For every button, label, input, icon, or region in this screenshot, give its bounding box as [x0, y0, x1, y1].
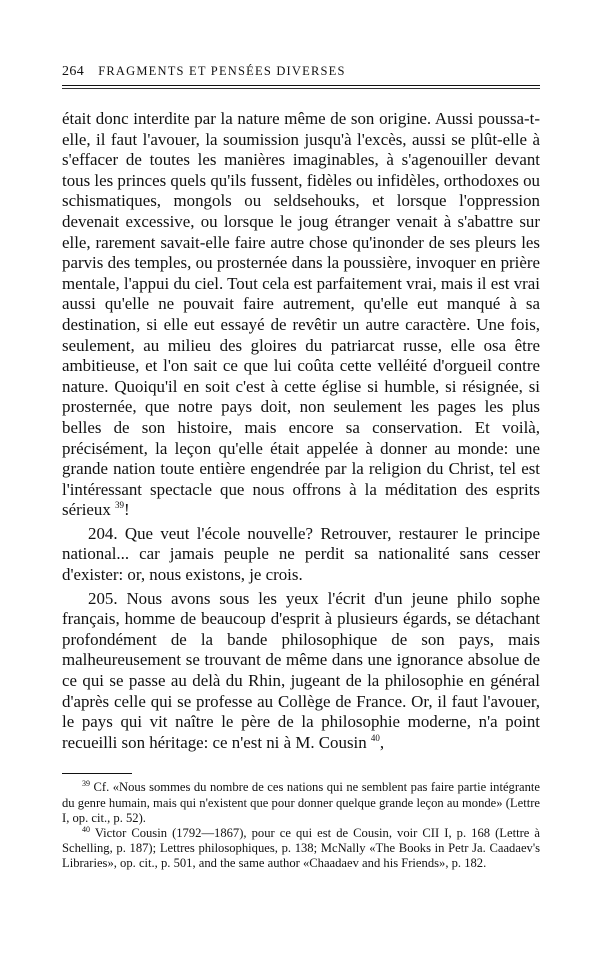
paragraph-continued: était donc interdite par la nature même de son origine. Aussi poussa-t-elle, il faut l'avouer, la soumission jusqu'à l'excès, aussi se plût-elle à s'effacer de toutes les manières imaginables, à s'agenouiller devant tous les princes quels qu'ils fussent, fidèles ou infidèles, orthodoxes ou schismatiques, mongols ou seldsehouks, et lorsque l'oppression devenait excessive, ou lorsque le joug étranger venait à s'abattre sur elle, rarement savait-elle faire autre chose qu'inonder de ses pleurs les parvis des temples, ou prosternée dans la poussière, invoquer en prière mentale, l'appui du ciel. Tout cela est parfaitement vrai, mais il est vrai aussi qu'elle ne pouvait faire autrement, qu'elle eut manqué à sa destination, si elle eut essayé de revêtir un autre caractère. Une fois, seulement, au milieu des gloires du patriarcat russe, elle osa être ambitieuse, et l'on sait ce que lui coûta cette velléité d'orgueil contre nature. Quoiqu'il en soit c'est à cette église si humble, si résignée, si prosternée, que notre pays doit, non seulement les pages les plus belles de son histoire, mais encore sa conservation. Et voilà, précisément, la leçon qu'elle était appelée à donner au monde: une grande nation toute entière engendrée par la religion du Christ, tel est l'intéressant spectacle que nous offrons à la méditation des esprits sérieux $^{39}$! — [62, 109, 540, 520]
footnote-40: $^{40}$ Victor Cousin (1792—1867), pour ce qui est de Cousin, voir CII I, p. 168 (Lettre à Schelling, p. 187); Lettres philosophiques, p. 138; McNally «The Books in Petr Ja. Caadaev's Libraries», op. cit., p. 501, and the same author «Chaadaev and his Friends», p. 182. — [62, 825, 541, 871]
running-title: FRAGMENTS ET PENSÉES DIVERSES — [98, 64, 346, 78]
footnote-marker-40: 40 — [82, 825, 90, 835]
header-rule — [62, 85, 540, 86]
paragraph-204: 204. Que veut l'école nouvelle? Retrouver, restaurer le principe national... car jamais peuple ne perdit sa nationalité sans cesser d'exister: or, nous existons, je crois. — [62, 523, 540, 585]
paragraph-205: 205. Nous avons sous les yeux l'écrit d'un jeune philo sophe français, homme de beaucoup d'esprit à plusieurs égards, se détachant profondément de la bande philosophique de son pays, mais malheureusement se trouvant de même dans une ignorance absolue de ce qui se passe au delà du Rhin, jugeant de la philosophie en général d'après celle qui se professe au Collège de France. Or, il faut l'avouer, le pays qui vit naître le père de la philosophie moderne, n'a point recueilli son héritage: ce n'est ni à M. Cousin $^{40}$, — [62, 588, 540, 752]
footnote-ref-40[interactable]: 40 — [370, 732, 380, 743]
footnote-39: $^{39}$ Cf. «Nous sommes du nombre de ces nations qui ne semblent pas faire partie intégrante du genre humain, mais qui n'existent que pour donner quelque grande leçon au monde» (Lettre I, op. cit., p. 52). — [62, 779, 540, 825]
header-rule-thin — [62, 88, 540, 89]
footnote-ref-39[interactable]: 39 — [115, 500, 125, 511]
footnote-marker-39: 39 — [82, 779, 90, 789]
book-page — [62, 64, 540, 872]
page-header — [62, 64, 540, 80]
footnote-rule — [62, 773, 132, 774]
main-text — [62, 109, 540, 753]
page-number: 264 — [62, 64, 85, 79]
footnotes — [62, 780, 540, 871]
